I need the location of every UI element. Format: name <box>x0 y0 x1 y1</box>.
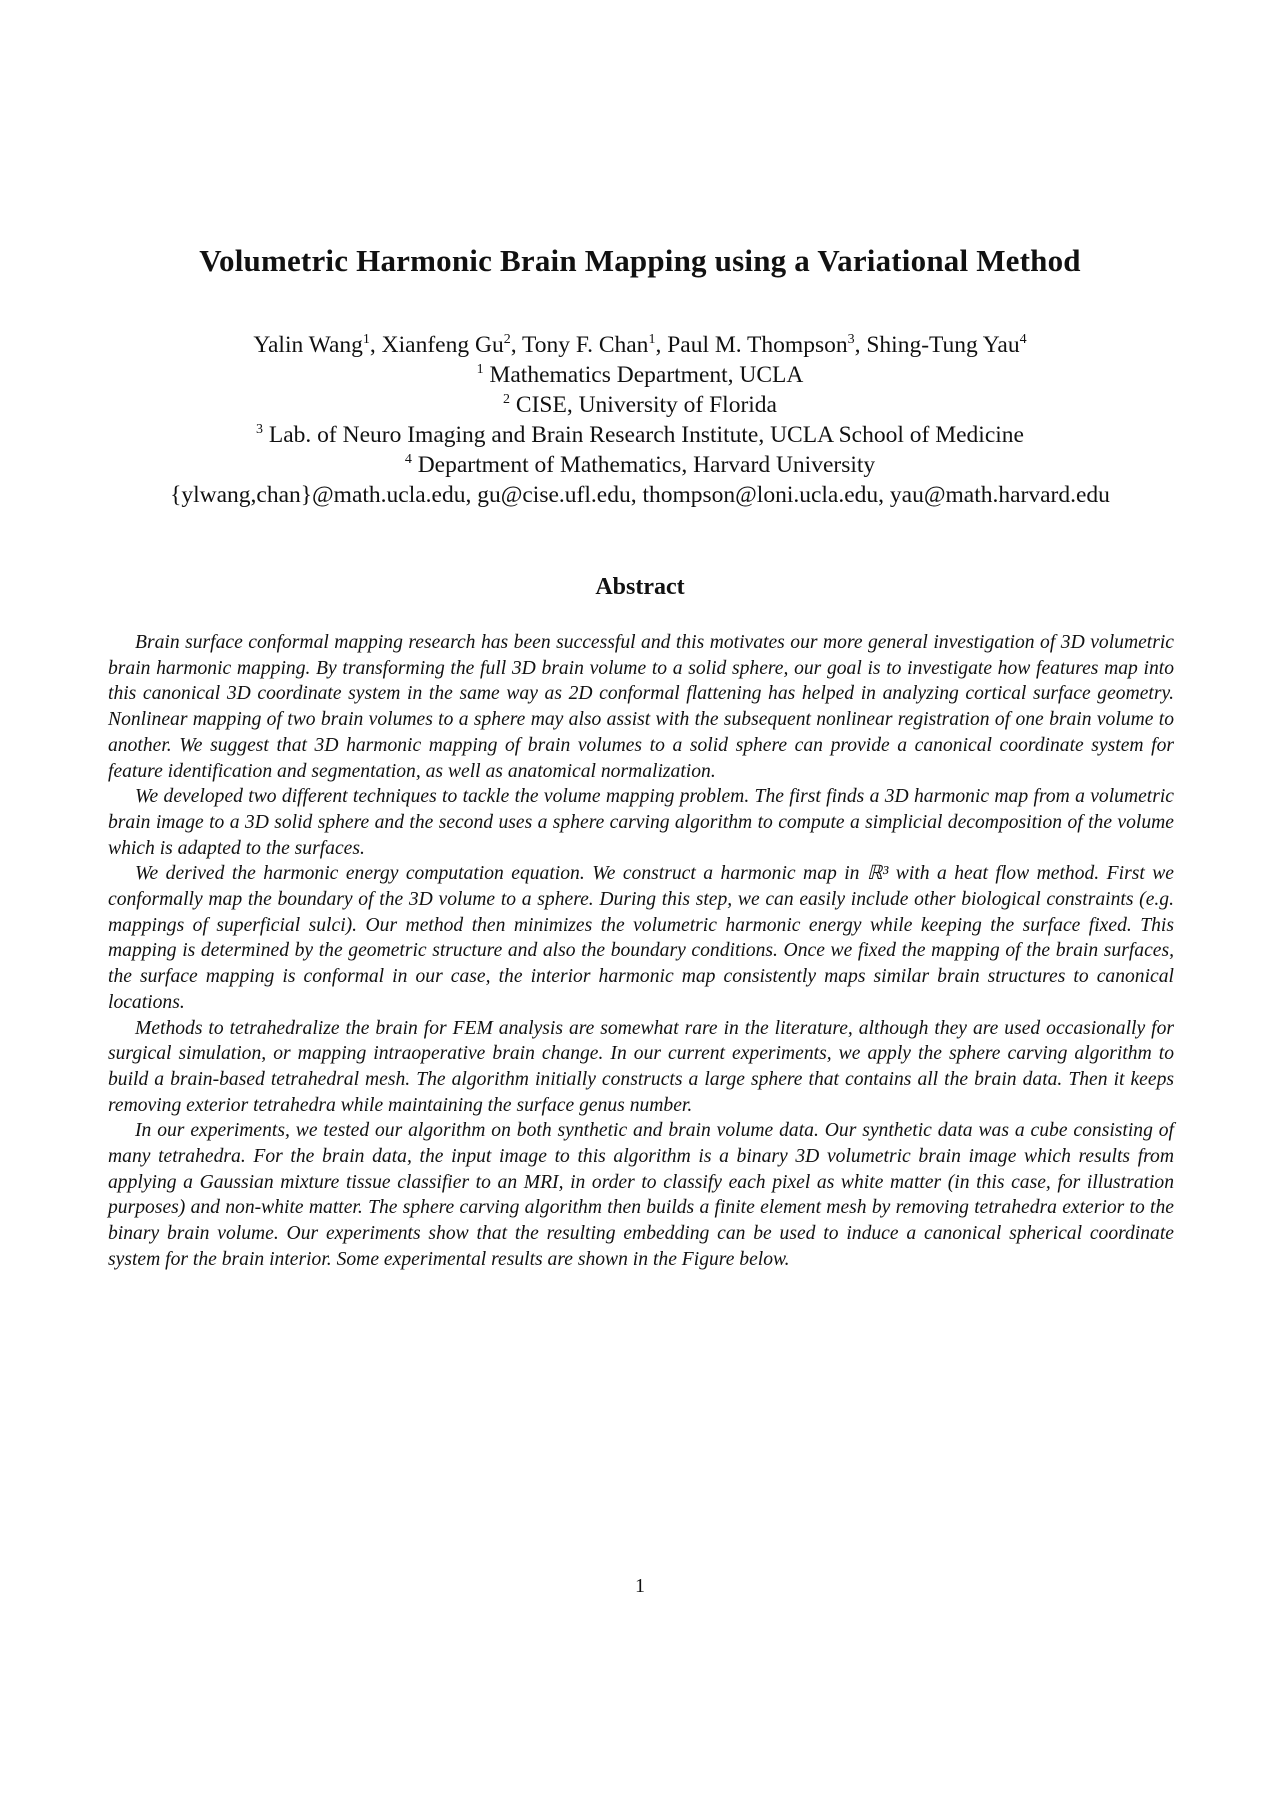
author-name: Xianfeng Gu <box>381 332 504 358</box>
affiliation <box>0 450 1280 480</box>
author-list <box>0 330 1280 360</box>
abstract-heading: Abstract <box>595 574 685 600</box>
affiliation-mark: 1 <box>476 362 484 377</box>
abstract-paragraph: We derived the harmonic energy computation equation. We construct a harmonic map in ℝ³ with a heat flow method. First we conformally map the boundary of the 3D volume to a sphere. During this step, we can easily include other biological constraints (e.g. mappings of superficial sulci). Our method then minimizes the volumetric harmonic energy while keeping the surface fixed. This mapping is determined by the geometric structure and also the boundary conditions. Once we fixed the mapping of the brain surfaces, the surface mapping is conformal in our case, the interior harmonic map consistently maps similar brain structures to canonical locations. <box>108 863 1174 1013</box>
abstract-paragraph: We developed two different techniques to tackle the volume mapping problem. The first finds a 3D harmonic map from a volumetric brain image to a 3D solid sphere and the second uses a sphere carving algorithm to compute a simplicial decomposition of the volume which is adapted to the surfaces. <box>108 786 1174 859</box>
page-number: 1 <box>635 1575 645 1597</box>
paper-title: Volumetric Harmonic Brain Mapping using a Variational Method <box>199 243 1081 278</box>
affiliation-mark: 3 <box>256 422 264 437</box>
author-separator: , <box>369 332 382 358</box>
affiliation-text: Mathematics Department, UCLA <box>489 362 804 388</box>
author-name: Tony F. Chan <box>522 332 649 358</box>
author-name: Paul M. Thompson <box>667 332 848 358</box>
abstract-body <box>108 630 1174 1273</box>
author-separator: , <box>655 332 668 358</box>
author-affiliation-mark: 3 <box>847 332 855 347</box>
affiliation <box>0 390 1280 420</box>
affiliation-text: Lab. of Neuro Imaging and Brain Research Institute, UCLA School of Medicine <box>268 422 1024 448</box>
author-affiliation-mark: 2 <box>503 332 511 347</box>
author-affiliation-mark: 4 <box>1019 332 1027 347</box>
affiliation <box>0 420 1280 450</box>
author-separator: , <box>510 332 523 358</box>
affiliation <box>0 360 1280 390</box>
author-name: Shing-Tung Yau <box>866 332 1020 358</box>
author-name: Yalin Wang <box>253 332 363 358</box>
affiliation-mark: 4 <box>404 452 412 467</box>
abstract-paragraph: In our experiments, we tested our algorithm on both synthetic and brain volume data. Our synthetic data was a cube consisting of many tetrahedra. For the brain data, the input image to this algorithm is a binary 3D volumetric brain image which results from applying a Gaussian mixture tissue classifier to an MRI, in order to classify each pixel as white matter (in this case, for illustration purposes) and non-white matter. The sphere carving algorithm then builds a finite element mesh by removing tetrahedra exterior to the binary brain volume. Our experiments show that the resulting embedding can be used to induce a canonical spherical coordinate system for the brain interior. Some experimental results are shown in the Figure below. <box>108 1120 1174 1270</box>
affiliation-text: CISE, University of Florida <box>515 392 777 418</box>
affiliation-mark: 2 <box>503 392 511 407</box>
author-affiliation-mark: 1 <box>648 332 656 347</box>
abstract-paragraph: Brain surface conformal mapping research has been successful and this motivates our more general investigation of 3D volumetric brain harmonic mapping. By transforming the full 3D brain volume to a solid sphere, our goal is to investigate how features map into this canonical 3D coordinate system in the same way as 2D conformal flattening has helped in analyzing cortical surface geometry. Nonlinear mapping of two brain volumes to a sphere may also assist with the subsequent nonlinear registration of one brain volume to another. We suggest that 3D harmonic mapping of brain volumes to a solid sphere can provide a canonical coordinate system for feature identification and segmentation, as well as anatomical normalization. <box>108 632 1174 782</box>
author-separator: , <box>854 332 867 358</box>
abstract-paragraph: Methods to tetrahedralize the brain for FEM analysis are somewhat rare in the literature, although they are used occasionally for surgical simulation, or mapping intraoperative brain change. In our current experiments, we apply the sphere carving algorithm to build a brain-based tetrahedral mesh. The algorithm initially constructs a large sphere that contains all the brain data. Then it keeps removing exterior tetrahedra while maintaining the surface genus number. <box>108 1017 1174 1116</box>
affiliation-text: Department of Mathematics, Harvard University <box>417 452 876 478</box>
author-affiliation-mark: 1 <box>362 332 370 347</box>
author-emails: {ylwang,chan}@math.ucla.edu, gu@cise.ufl.edu, thompson@loni.ucla.edu, yau@math.harvard.edu <box>170 482 1110 508</box>
author-block <box>0 330 1280 510</box>
